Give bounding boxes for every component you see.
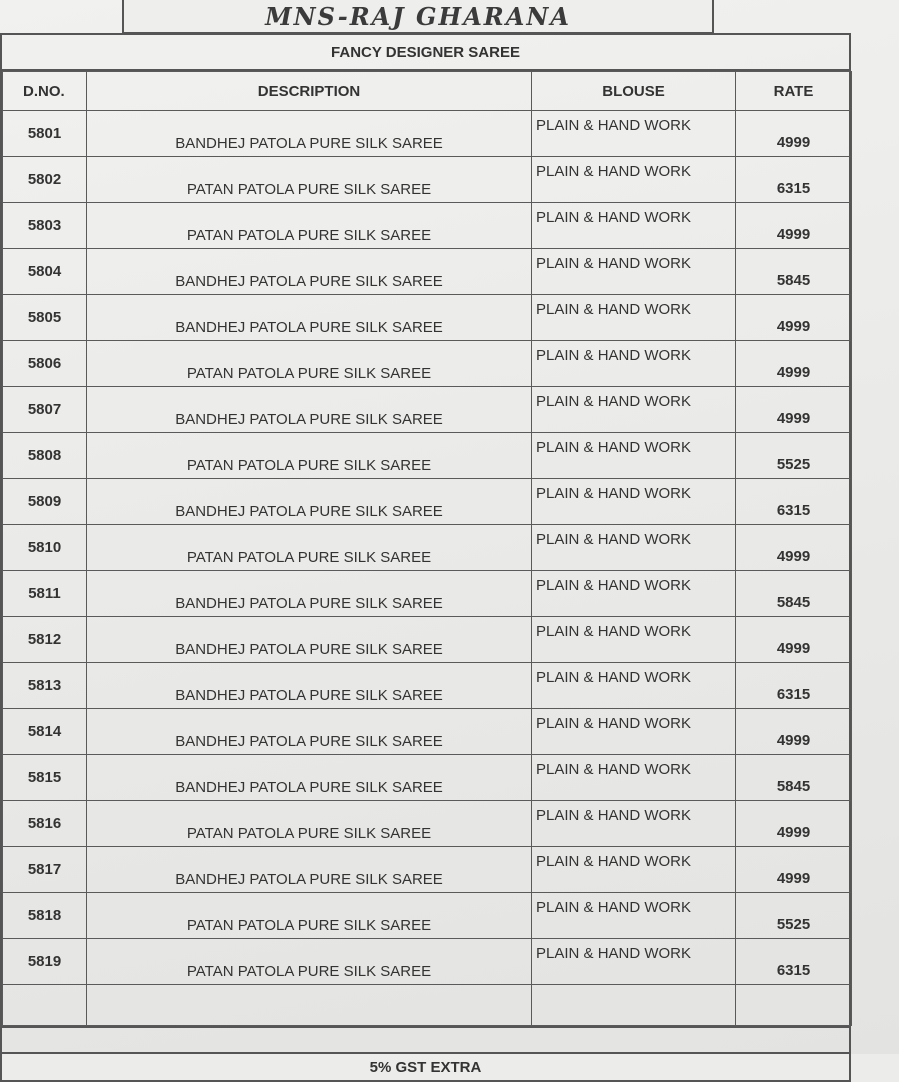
cell-rate: 5845 <box>736 249 852 295</box>
cell-dno: 5801 <box>3 111 87 157</box>
table-header-row <box>3 72 852 111</box>
table-row <box>3 479 852 525</box>
cell-dno: 5805 <box>3 295 87 341</box>
cell-description: BANDHEJ PATOLA PURE SILK SAREE <box>87 755 532 801</box>
cell-dno: 5811 <box>3 571 87 617</box>
brand-header <box>122 0 714 34</box>
empty-cell <box>532 985 736 1026</box>
gst-note: 5% GST EXTRA <box>369 1058 482 1076</box>
cell-description: BANDHEJ PATOLA PURE SILK SAREE <box>87 387 532 433</box>
cell-blouse: PLAIN & HAND WORK <box>532 295 736 341</box>
cell-rate: 5525 <box>736 433 852 479</box>
cell-description: BANDHEJ PATOLA PURE SILK SAREE <box>87 479 532 525</box>
cell-blouse: PLAIN & HAND WORK <box>532 203 736 249</box>
table-row <box>3 755 852 801</box>
sheet-subtitle: FANCY DESIGNER SAREE <box>2 35 849 71</box>
table-row <box>3 893 852 939</box>
column-header-blouse: BLOUSE <box>532 72 736 111</box>
cell-rate: 5845 <box>736 571 852 617</box>
table-row <box>3 847 852 893</box>
cell-blouse: PLAIN & HAND WORK <box>532 525 736 571</box>
column-header-rate: RATE <box>736 72 852 111</box>
cell-rate: 4999 <box>736 709 852 755</box>
cell-rate: 6315 <box>736 939 852 985</box>
cell-blouse: PLAIN & HAND WORK <box>532 801 736 847</box>
cell-blouse: PLAIN & HAND WORK <box>532 617 736 663</box>
table-row <box>3 111 852 157</box>
table-row <box>3 617 852 663</box>
cell-rate: 4999 <box>736 617 852 663</box>
cell-rate: 4999 <box>736 341 852 387</box>
cell-description: PATAN PATOLA PURE SILK SAREE <box>87 433 532 479</box>
cell-description: BANDHEJ PATOLA PURE SILK SAREE <box>87 663 532 709</box>
cell-rate: 4999 <box>736 847 852 893</box>
cell-blouse: PLAIN & HAND WORK <box>532 893 736 939</box>
table-row <box>3 387 852 433</box>
cell-dno: 5804 <box>3 249 87 295</box>
cell-dno: 5806 <box>3 341 87 387</box>
cell-blouse: PLAIN & HAND WORK <box>532 387 736 433</box>
table-row <box>3 571 852 617</box>
divider-band <box>2 1026 849 1054</box>
cell-blouse: PLAIN & HAND WORK <box>532 157 736 203</box>
table-row <box>3 525 852 571</box>
cell-dno: 5816 <box>3 801 87 847</box>
table-row <box>3 433 852 479</box>
table-row <box>3 939 852 985</box>
cell-description: BANDHEJ PATOLA PURE SILK SAREE <box>87 295 532 341</box>
cell-dno: 5810 <box>3 525 87 571</box>
cell-rate: 4999 <box>736 203 852 249</box>
brand-title: MNS-RAJ GHARANA <box>265 1 571 31</box>
cell-description: PATAN PATOLA PURE SILK SAREE <box>87 157 532 203</box>
cell-description: PATAN PATOLA PURE SILK SAREE <box>87 203 532 249</box>
cell-blouse: PLAIN & HAND WORK <box>532 663 736 709</box>
cell-description: PATAN PATOLA PURE SILK SAREE <box>87 801 532 847</box>
cell-dno: 5818 <box>3 893 87 939</box>
cell-dno: 5819 <box>3 939 87 985</box>
price-table <box>2 71 852 1026</box>
cell-blouse: PLAIN & HAND WORK <box>532 341 736 387</box>
cell-description: PATAN PATOLA PURE SILK SAREE <box>87 939 532 985</box>
cell-description: BANDHEJ PATOLA PURE SILK SAREE <box>87 617 532 663</box>
cell-description: BANDHEJ PATOLA PURE SILK SAREE <box>87 709 532 755</box>
cell-blouse: PLAIN & HAND WORK <box>532 709 736 755</box>
cell-dno: 5809 <box>3 479 87 525</box>
cell-rate: 4999 <box>736 295 852 341</box>
cell-dno: 5812 <box>3 617 87 663</box>
price-sheet <box>0 33 851 1082</box>
cell-blouse: PLAIN & HAND WORK <box>532 479 736 525</box>
column-header-dno: D.NO. <box>3 72 87 111</box>
cell-description: PATAN PATOLA PURE SILK SAREE <box>87 525 532 571</box>
table-row <box>3 295 852 341</box>
table-row <box>3 663 852 709</box>
table-row <box>3 157 852 203</box>
cell-dno: 5813 <box>3 663 87 709</box>
cell-rate: 4999 <box>736 801 852 847</box>
cell-rate: 5845 <box>736 755 852 801</box>
cell-dno: 5817 <box>3 847 87 893</box>
cell-blouse: PLAIN & HAND WORK <box>532 847 736 893</box>
cell-dno: 5814 <box>3 709 87 755</box>
cell-blouse: PLAIN & HAND WORK <box>532 249 736 295</box>
table-row <box>3 709 852 755</box>
cell-dno: 5807 <box>3 387 87 433</box>
cell-rate: 5525 <box>736 893 852 939</box>
cell-description: BANDHEJ PATOLA PURE SILK SAREE <box>87 571 532 617</box>
cell-description: PATAN PATOLA PURE SILK SAREE <box>87 893 532 939</box>
cell-rate: 4999 <box>736 111 852 157</box>
cell-dno: 5803 <box>3 203 87 249</box>
cell-blouse: PLAIN & HAND WORK <box>532 571 736 617</box>
cell-blouse: PLAIN & HAND WORK <box>532 433 736 479</box>
empty-cell <box>87 985 532 1026</box>
cell-description: PATAN PATOLA PURE SILK SAREE <box>87 341 532 387</box>
cell-blouse: PLAIN & HAND WORK <box>532 939 736 985</box>
cell-rate: 6315 <box>736 157 852 203</box>
empty-cell <box>3 985 87 1026</box>
column-header-description: DESCRIPTION <box>87 72 532 111</box>
cell-dno: 5815 <box>3 755 87 801</box>
table-row <box>3 801 852 847</box>
table-row <box>3 341 852 387</box>
table-row <box>3 203 852 249</box>
cell-rate: 6315 <box>736 479 852 525</box>
empty-row <box>3 985 852 1026</box>
cell-rate: 6315 <box>736 663 852 709</box>
empty-cell <box>736 985 852 1026</box>
table-body <box>3 111 852 985</box>
cell-blouse: PLAIN & HAND WORK <box>532 111 736 157</box>
cell-dno: 5808 <box>3 433 87 479</box>
cell-dno: 5802 <box>3 157 87 203</box>
cell-description: BANDHEJ PATOLA PURE SILK SAREE <box>87 111 532 157</box>
cell-blouse: PLAIN & HAND WORK <box>532 755 736 801</box>
cell-rate: 4999 <box>736 525 852 571</box>
table-row <box>3 249 852 295</box>
cell-description: BANDHEJ PATOLA PURE SILK SAREE <box>87 249 532 295</box>
cell-description: BANDHEJ PATOLA PURE SILK SAREE <box>87 847 532 893</box>
cell-rate: 4999 <box>736 387 852 433</box>
